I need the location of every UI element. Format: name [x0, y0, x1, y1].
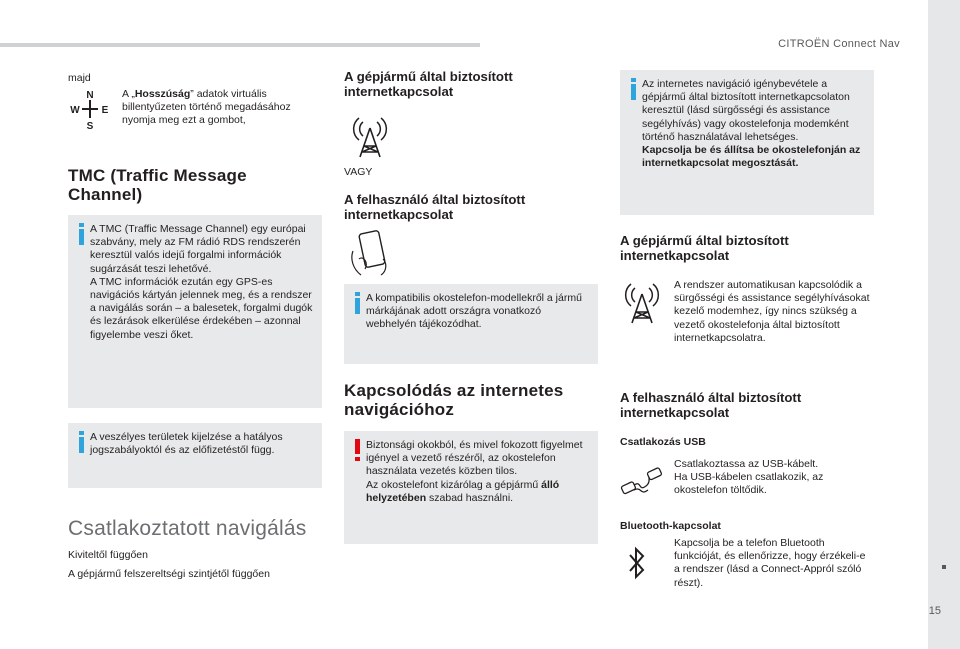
phone-note-text: A kompatibilis okostelefon-modellekről a jármű márkájának adott országra vonatkozó webhelyén tájékozódhat.	[366, 292, 582, 331]
share-connection-instruction: Kapcsolja be és állítsa be okostelefonján az internetkapcsolat megosztását.	[642, 144, 861, 170]
vehicle-internet-heading-2: A gépjármű által biztosított internetkapcsolat	[620, 233, 789, 263]
danger-zone-note	[68, 423, 322, 488]
usb-text: Csatlakoztassa az USB-kábelt. Ha USB-kábelen csatlakozik, az okostelefon töltődik.	[674, 458, 824, 497]
phone-models-note	[344, 284, 598, 364]
safety-warning-text: Biztonsági okokból, és mivel fokozott figyelmet igényel a vezető részéről, az okostelefon használata vezetés közben tilos. Az okostelefont kizárólag a gépjármű álló helyzetében szabad használni.	[366, 439, 583, 504]
compass-description: A „Hosszúság” adatok virtuális billentyűzeten történő megadásához nyomja meg ezt a gombot,	[122, 88, 291, 127]
internet-usage-text: Az internetes navigáció igénybevétele a gépjármű által biztosított internetkapcsolaton keresztül (lásd sürgősségi és assistance segélyhívás) vagy okostelefonja modemként történő használatával lehetséges. Kapcsolja be és állítsa be okostelefonján az internetkapcsolat megosztását.	[642, 78, 861, 170]
danger-note-text: A veszélyes területek kijelzése a hatályos jogszabályoktól és az előfizetéstől függ.	[90, 431, 283, 457]
safety-warning-note	[344, 431, 598, 544]
compass-w: W	[70, 105, 80, 116]
vehicle-internet-text: A rendszer automatikusan kapcsolódik a sürgősségi és assistance segélyhívásokat kezelő modemhez, így nincs szükség a vezető okostelefonja által biztosított internetkapcsolatra.	[674, 279, 870, 344]
info-icon	[76, 223, 88, 245]
compass-s: S	[86, 121, 94, 132]
compass-e: E	[101, 105, 109, 116]
compass-icon	[68, 88, 112, 132]
tmc-info-note	[68, 215, 322, 408]
usb-label: Csatlakozás USB	[620, 436, 706, 448]
internet-usage-note	[620, 70, 874, 215]
tmc-note-text: A TMC (Traffic Message Channel) egy európai szabvány, mely az FM rádió RDS rendszerén keresztül valós idejű forgalmi információk sugárzását teszi lehetővé. A TMC információk ezután egy GPS-es navigációs kártyán jelennek meg, és a rendszer a navigálás során – a balesetek, forgalmi dugók és lezárások elkerülése érdekében – azonnal figyelembe veszi őket.	[90, 223, 313, 341]
connected-nav-heading: Csatlakoztatott navigálás	[68, 517, 307, 540]
user-internet-heading: A felhasználó által biztosított internetkapcsolat	[344, 192, 526, 222]
info-icon	[352, 292, 364, 314]
bluetooth-icon	[626, 546, 648, 580]
variant-line: Kiviteltől függően	[68, 549, 148, 561]
info-icon	[76, 431, 88, 453]
page-number: 15	[928, 605, 941, 617]
equipment-line: A gépjármű felszereltségi szintjétől függően	[68, 568, 270, 580]
bluetooth-label: Bluetooth-kapcsolat	[620, 520, 721, 532]
header-title: CITROËN Connect Nav	[778, 38, 900, 50]
warning-icon	[352, 439, 364, 461]
usb-cable-icon	[618, 462, 664, 502]
compass-n: N	[86, 90, 94, 101]
safety-bold-term: álló helyzetében	[366, 478, 560, 504]
smartphone-hand-icon	[347, 229, 393, 277]
page-marker	[942, 565, 946, 569]
bluetooth-text: Kapcsolja be a telefon Bluetooth funkcióját, és ellenőrizze, hogy érzékeli-e a rendszer (lásd a Connect-Appról szóló részt).	[674, 537, 866, 589]
antenna-icon	[624, 280, 660, 324]
antenna-icon	[352, 114, 388, 158]
internet-nav-heading: Kapcsolódás az internetes navigációhoz	[344, 381, 564, 419]
compass-bold-term: Hosszúság	[134, 88, 191, 100]
or-label: VAGY	[344, 166, 373, 178]
majd-label: majd	[68, 72, 91, 84]
header-rule	[0, 43, 480, 47]
vehicle-internet-heading: A gépjármű által biztosított internetkapcsolat	[344, 69, 513, 99]
tmc-heading: TMC (Traffic Message Channel)	[68, 166, 247, 204]
info-icon	[628, 78, 640, 100]
user-internet-heading-2: A felhasználó által biztosított internetkapcsolat	[620, 390, 802, 420]
page-side-strip	[928, 0, 960, 649]
